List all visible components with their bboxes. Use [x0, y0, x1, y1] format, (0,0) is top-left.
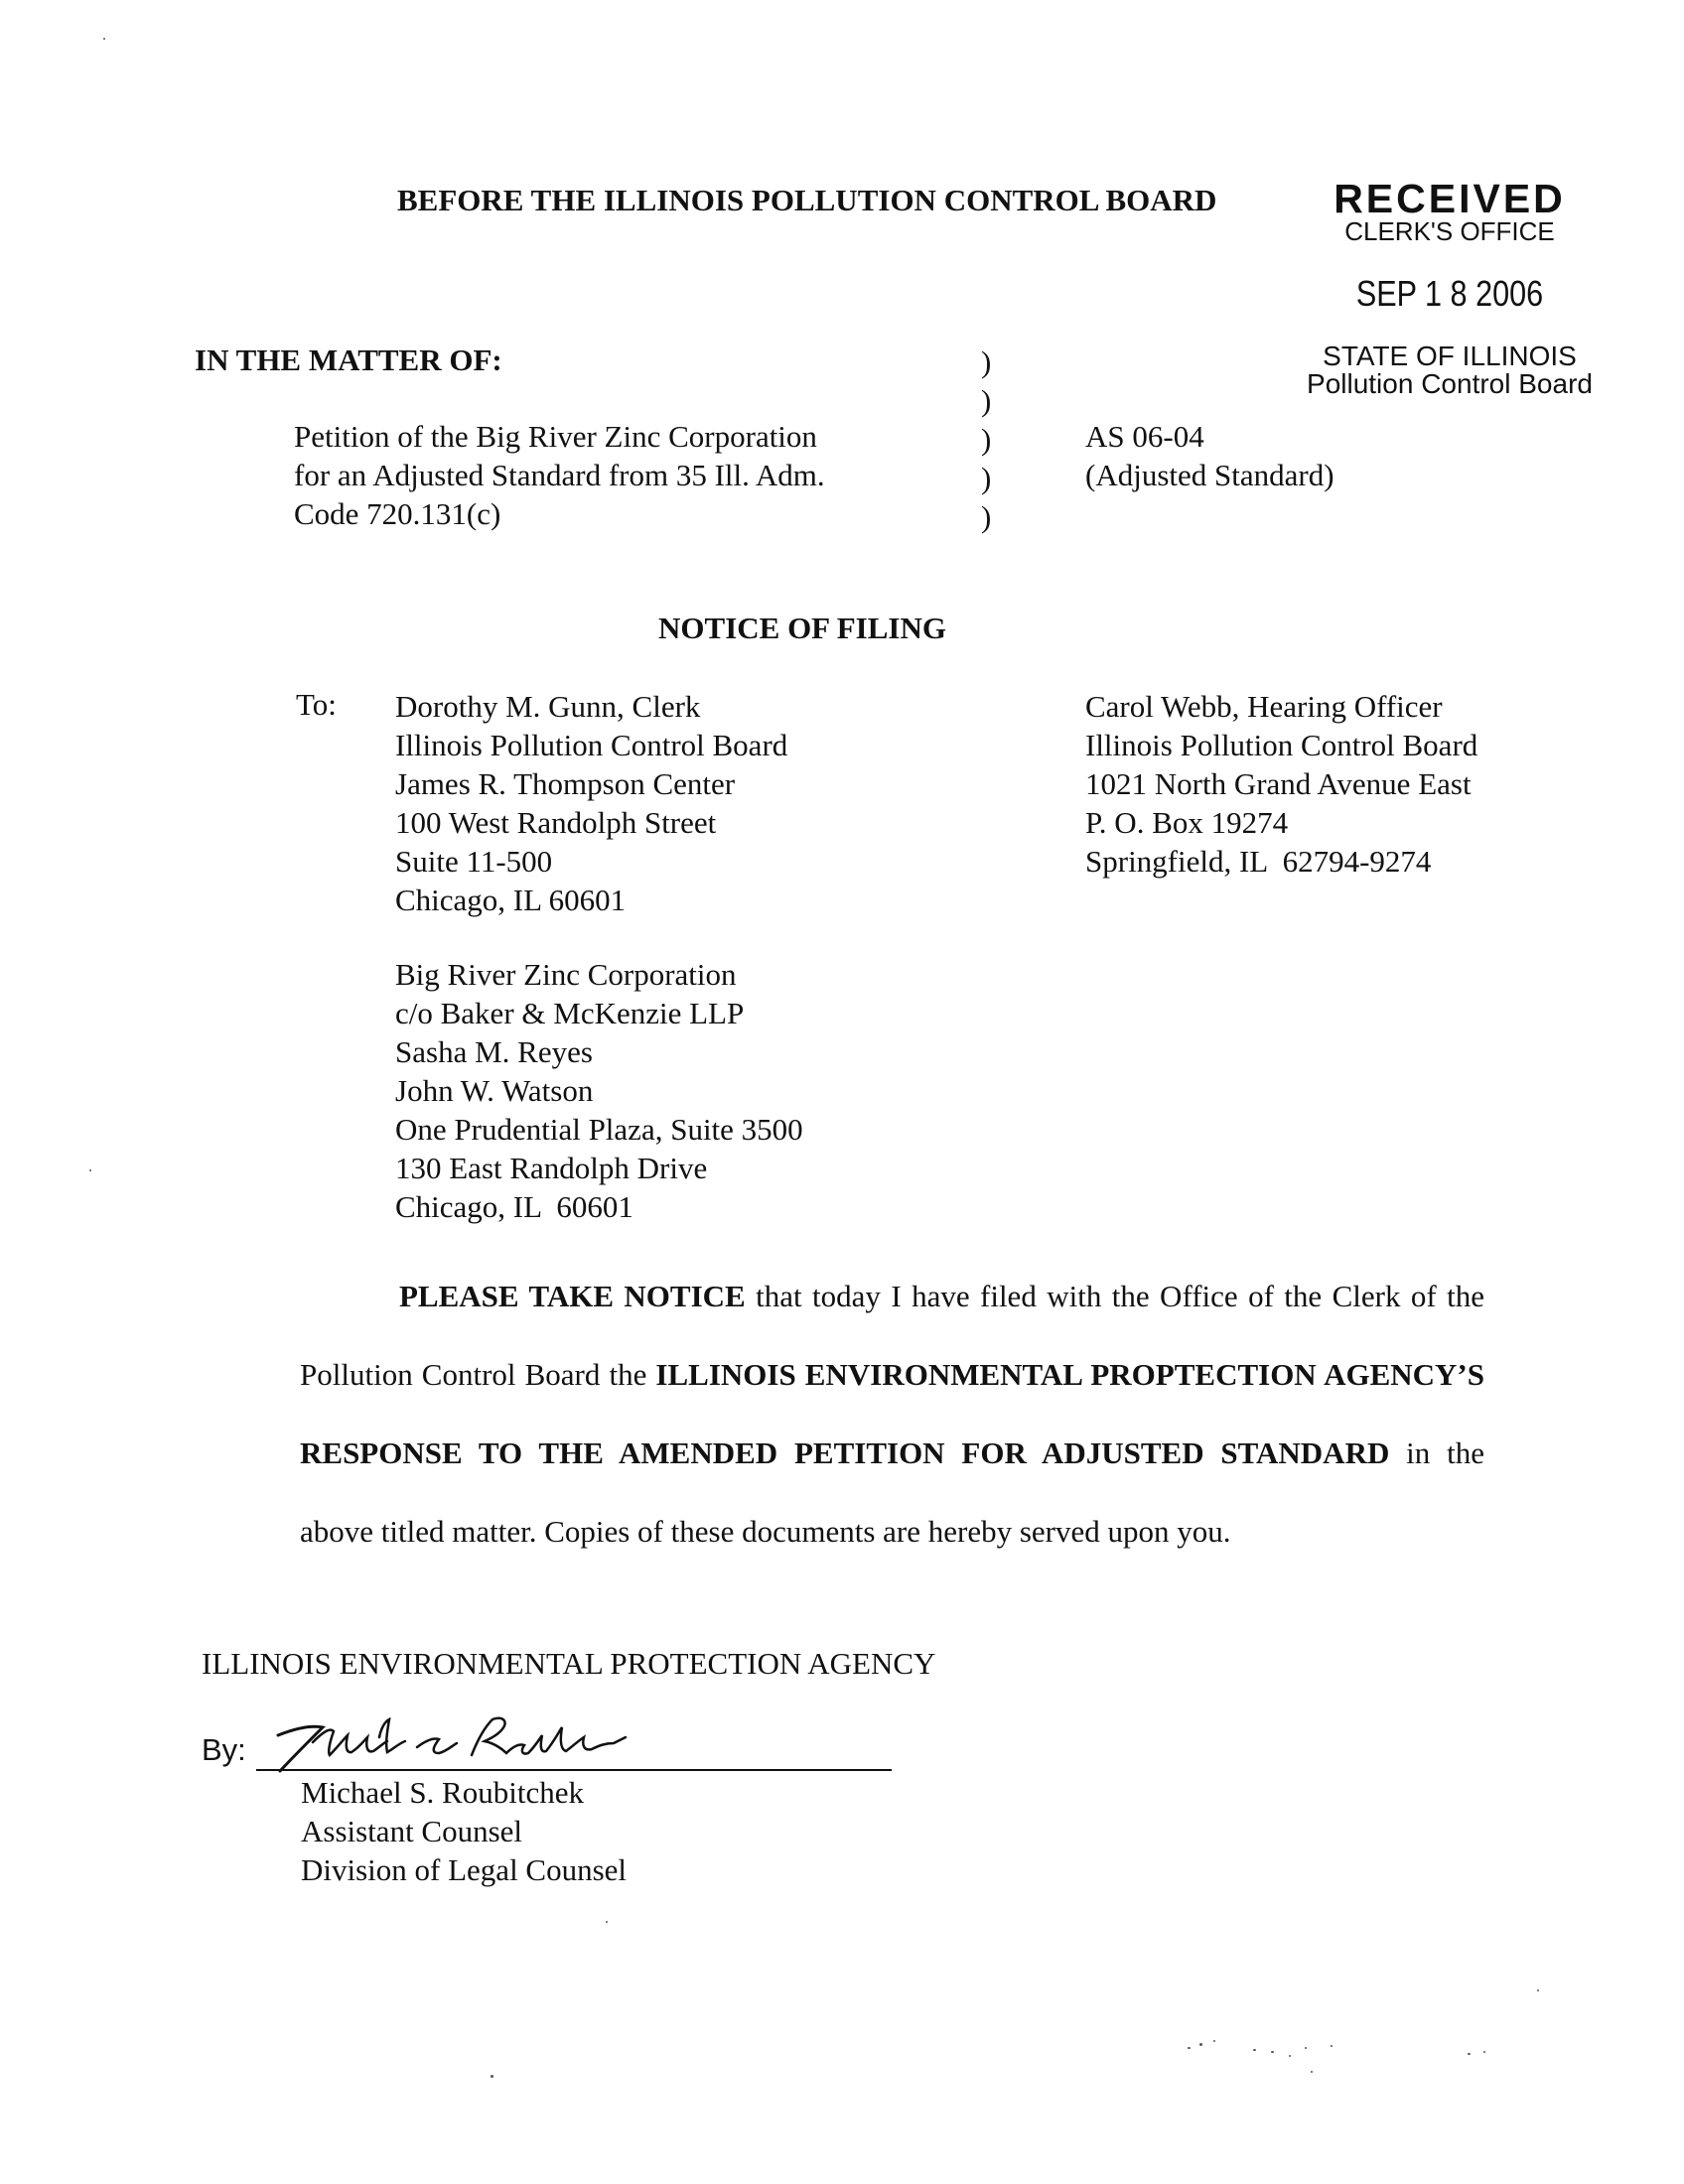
scan-speck	[491, 2075, 493, 2078]
address-line: Sasha M. Reyes	[395, 1034, 593, 1069]
stamp-state: STATE OF ILLINOIS	[1323, 341, 1577, 371]
scan-speck	[1289, 2055, 1291, 2057]
scan-speck	[1483, 2051, 1485, 2053]
notice-title-wrap	[0, 611, 1684, 646]
scan-speck	[1537, 1989, 1539, 1991]
signer-block	[301, 1773, 627, 1889]
petition-line: Code 720.131(c)	[294, 496, 501, 531]
signer-division: Division of Legal Counsel	[301, 1852, 628, 1887]
by-label: By:	[202, 1732, 246, 1767]
address-line: Chicago, IL 60601	[395, 1189, 633, 1224]
notice-text: in the above titled matter. Copies of these documents are hereby served upon you.	[300, 1435, 1484, 1549]
address-line: One Prudential Plaza, Suite 3500	[395, 1112, 803, 1147]
notice-text: that today I have filed with the Office of the Clerk of the Pollution Control Board the	[300, 1279, 1484, 1392]
scan-speck	[1271, 2051, 1274, 2053]
case-info	[1085, 417, 1334, 494]
address-block-hearing-officer	[1085, 687, 1477, 881]
scan-speck	[1188, 2047, 1191, 2049]
signer-name: Michael S. Roubitchek	[301, 1775, 584, 1810]
address-block-clerk	[395, 687, 787, 919]
petition-line: Petition of the Big River Zinc Corporation	[294, 419, 817, 454]
address-line: 100 West Randolph Street	[395, 805, 717, 840]
scan-speck	[1253, 2049, 1256, 2051]
agency-name: ILLINOIS ENVIRONMENTAL PROTECTION AGENCY	[202, 1646, 936, 1681]
scan-speck	[606, 1921, 608, 1923]
address-line: c/o Baker & McKenzie LLP	[395, 996, 745, 1030]
address-block-petitioner	[395, 955, 803, 1226]
scan-speck	[1199, 2043, 1202, 2046]
caption-paren: )	[981, 461, 992, 495]
address-line: 1021 North Grand Avenue East	[1085, 766, 1472, 801]
address-line: Carol Webb, Hearing Officer	[1085, 689, 1443, 724]
address-line: Chicago, IL 60601	[395, 883, 627, 917]
stamp-clerks-office: CLERK'S OFFICE	[1344, 216, 1555, 246]
address-line: P. O. Box 19274	[1085, 805, 1289, 840]
caption-paren: )	[981, 422, 992, 457]
notice-title: NOTICE OF FILING	[658, 611, 946, 645]
signature-line	[256, 1769, 892, 1771]
received-stamp	[1271, 176, 1628, 399]
notice-lead: PLEASE TAKE NOTICE	[399, 1279, 746, 1313]
case-type: (Adjusted Standard)	[1085, 458, 1334, 492]
matter-label: IN THE MATTER OF:	[195, 342, 502, 377]
board-heading: BEFORE THE ILLINOIS POLLUTION CONTROL BOARD	[397, 183, 1217, 217]
scan-speck	[103, 38, 105, 40]
case-number: AS 06-04	[1085, 419, 1204, 454]
handwritten-signature	[268, 1698, 685, 1777]
notice-paragraph	[300, 1257, 1484, 1570]
scan-speck	[1331, 2045, 1333, 2047]
address-line: John W. Watson	[395, 1073, 594, 1108]
caption-paren: )	[981, 383, 992, 418]
address-line: Illinois Pollution Control Board	[395, 728, 788, 762]
scan-speck	[1213, 2040, 1215, 2042]
address-line: Illinois Pollution Control Board	[1085, 728, 1478, 762]
stamp-date: SEP 1 8 2006	[1355, 273, 1544, 314]
scan-speck	[1311, 2071, 1313, 2073]
stamp-board: Pollution Control Board	[1307, 368, 1593, 399]
address-line: Dorothy M. Gunn, Clerk	[395, 689, 701, 724]
scan-speck	[1305, 2047, 1307, 2049]
caption-parentheses	[981, 342, 991, 536]
address-line: Springfield, IL 62794-9274	[1085, 844, 1432, 879]
address-line: Suite 11-500	[395, 844, 553, 879]
scan-speck	[89, 1169, 91, 1171]
filed-document-title: ILLINOIS ENVIRONMENTAL PROPTECTION AGENCY’S RESPONSE TO THE AMENDED PETITION FOR ADJUSTED STANDARD	[300, 1357, 1484, 1470]
petition-text	[294, 417, 825, 533]
address-line: Big River Zinc Corporation	[395, 957, 737, 992]
to-label: To:	[296, 687, 337, 722]
caption-paren: )	[981, 499, 992, 534]
stamp-received: RECEIVED	[1333, 176, 1566, 221]
petition-line: for an Adjusted Standard from 35 Ill. Adm.	[294, 458, 825, 492]
scan-speck	[1468, 2053, 1471, 2055]
signer-title: Assistant Counsel	[301, 1814, 523, 1848]
caption-paren: )	[981, 344, 992, 379]
address-line: 130 East Randolph Drive	[395, 1151, 708, 1185]
address-line: James R. Thompson Center	[395, 766, 736, 801]
